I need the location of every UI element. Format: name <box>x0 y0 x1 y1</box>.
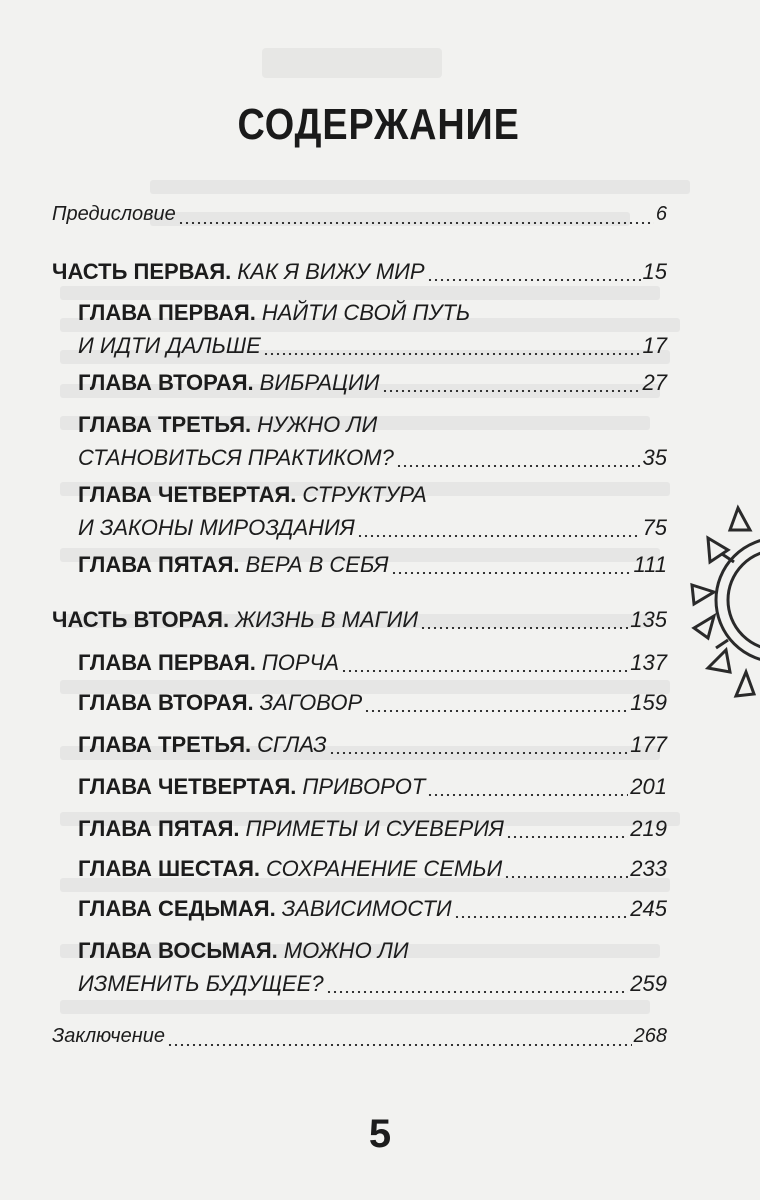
leader-dots <box>504 876 628 878</box>
toc-entry[interactable] <box>52 934 667 1000</box>
toc-page-number: 137 <box>630 650 667 675</box>
toc-entry-title: Предисловие <box>52 203 176 225</box>
toc-entry-title: ВЕРА В СЕБЯ <box>245 552 389 577</box>
page-number: 5 <box>368 1112 392 1156</box>
toc-entry-chapter: ГЛАВА ТРЕТЬЯ. <box>78 412 252 437</box>
toc-entry-title: ЖИЗНЬ В МАГИИ <box>235 607 419 632</box>
toc-page-number: 268 <box>633 1025 667 1047</box>
toc-entry-part: ЧАСТЬ ВТОРАЯ. <box>52 607 230 632</box>
toc-entry-chapter: ГЛАВА ТРЕТЬЯ. <box>78 732 252 757</box>
leader-dots <box>382 390 641 392</box>
leader-dots <box>263 353 641 355</box>
toc-entry[interactable] <box>52 408 667 474</box>
toc-entry-title: СГЛАЗ <box>257 732 327 757</box>
toc-page-number: 201 <box>630 774 667 799</box>
leader-dots <box>420 627 628 629</box>
leader-dots <box>396 465 641 467</box>
leader-dots <box>391 572 632 574</box>
sun-ornament-icon <box>678 480 760 720</box>
toc-entry[interactable] <box>52 812 667 845</box>
leader-dots <box>454 916 629 918</box>
leader-dots <box>326 991 629 993</box>
toc-entry-title: ПРИВОРОТ <box>302 774 426 799</box>
toc-entry-chapter: ГЛАВА ПЯТАЯ. <box>78 552 240 577</box>
toc-entry[interactable] <box>52 198 667 231</box>
toc-entry-chapter: ГЛАВА ШЕСТАЯ. <box>78 856 261 881</box>
toc-entry-chapter: ГЛАВА СЕДЬМАЯ. <box>78 896 276 921</box>
toc-entry-title: ВИБРАЦИИ <box>259 370 380 395</box>
toc-page-number: 135 <box>630 607 667 632</box>
toc-entry[interactable] <box>52 646 667 679</box>
toc-entry-chapter: ГЛАВА ЧЕТВЕРТАЯ. <box>78 482 297 507</box>
toc-entry-title-cont: И ЗАКОНЫ МИРОЗДАНИЯ <box>78 515 355 540</box>
toc-entry-title: НАЙТИ СВОЙ ПУТЬ <box>261 300 471 325</box>
toc-entry[interactable] <box>52 892 667 925</box>
toc-entry-title: СОХРАНЕНИЕ СЕМЬИ <box>266 856 503 881</box>
toc-entry-title: ПОРЧА <box>261 650 340 675</box>
toc-page-number: 177 <box>630 732 667 757</box>
toc-entry-title-cont: ИЗМЕНИТЬ БУДУЩЕЕ? <box>78 971 324 996</box>
toc-entry-chapter: ГЛАВА ВОСЬМАЯ. <box>78 938 278 963</box>
toc-entry[interactable] <box>52 478 667 544</box>
toc-entry[interactable] <box>52 603 667 636</box>
toc-entry-title: ЗАГОВОР <box>259 690 363 715</box>
leader-dots <box>341 670 628 672</box>
toc-entry-title: ЗАВИСИМОСТИ <box>281 896 452 921</box>
toc-entry-title: КАК Я ВИЖУ МИР <box>237 259 425 284</box>
toc-entry-chapter: ГЛАВА ЧЕТВЕРТАЯ. <box>78 774 297 799</box>
leader-dots <box>506 836 628 838</box>
toc-page-number: 111 <box>633 552 667 577</box>
toc-entry[interactable] <box>52 770 667 803</box>
leader-dots <box>364 710 628 712</box>
toc-entry[interactable] <box>52 1020 667 1053</box>
toc-entry-chapter: ГЛАВА ВТОРАЯ. <box>78 690 254 715</box>
toc-page-number: 233 <box>630 856 667 881</box>
toc-entry-title: СТРУКТУРА <box>302 482 427 507</box>
toc-entry-title: Заключение <box>52 1025 165 1047</box>
page-title: СОДЕРЖАНИЕ <box>237 100 520 149</box>
toc-entry-title: ПРИМЕТЫ И СУЕВЕРИЯ <box>245 816 504 841</box>
toc-entry[interactable] <box>52 548 667 581</box>
toc-page-number: 245 <box>630 896 667 921</box>
toc-entry[interactable] <box>52 852 667 885</box>
leader-dots <box>357 535 641 537</box>
toc-entry-part: ЧАСТЬ ПЕРВАЯ. <box>52 259 232 284</box>
toc-page-number: 75 <box>642 515 667 540</box>
toc-page-number: 17 <box>642 333 667 358</box>
leader-dots <box>427 794 628 796</box>
toc-page-number: 15 <box>642 259 667 284</box>
leader-dots <box>178 222 654 224</box>
toc-entry-title-cont: СТАНОВИТЬСЯ ПРАКТИКОМ? <box>78 445 394 470</box>
toc-page-number: 6 <box>655 203 667 225</box>
toc-entry-chapter: ГЛАВА ПЕРВАЯ. <box>78 300 256 325</box>
toc-entry[interactable] <box>52 366 667 399</box>
toc-entry-title: НУЖНО ЛИ <box>257 412 378 437</box>
toc-page-number: 259 <box>630 971 667 996</box>
toc-entry[interactable] <box>52 686 667 719</box>
leader-dots <box>427 279 641 281</box>
toc-entry-chapter: ГЛАВА ВТОРАЯ. <box>78 370 254 395</box>
toc-page-number: 219 <box>630 816 667 841</box>
toc-page-number: 159 <box>630 690 667 715</box>
leader-dots <box>167 1044 632 1046</box>
toc-entry[interactable] <box>52 255 667 288</box>
toc-entry-title-cont: И ИДТИ ДАЛЬШЕ <box>78 333 261 358</box>
toc-page-number: 35 <box>642 445 667 470</box>
toc-entry[interactable] <box>52 728 667 761</box>
leader-dots <box>329 752 629 754</box>
toc-entry-chapter: ГЛАВА ПЯТАЯ. <box>78 816 240 841</box>
toc-entry-title: МОЖНО ЛИ <box>283 938 409 963</box>
toc-entry-chapter: ГЛАВА ПЕРВАЯ. <box>78 650 256 675</box>
toc-entry[interactable] <box>52 296 667 362</box>
toc-page-number: 27 <box>642 370 667 395</box>
